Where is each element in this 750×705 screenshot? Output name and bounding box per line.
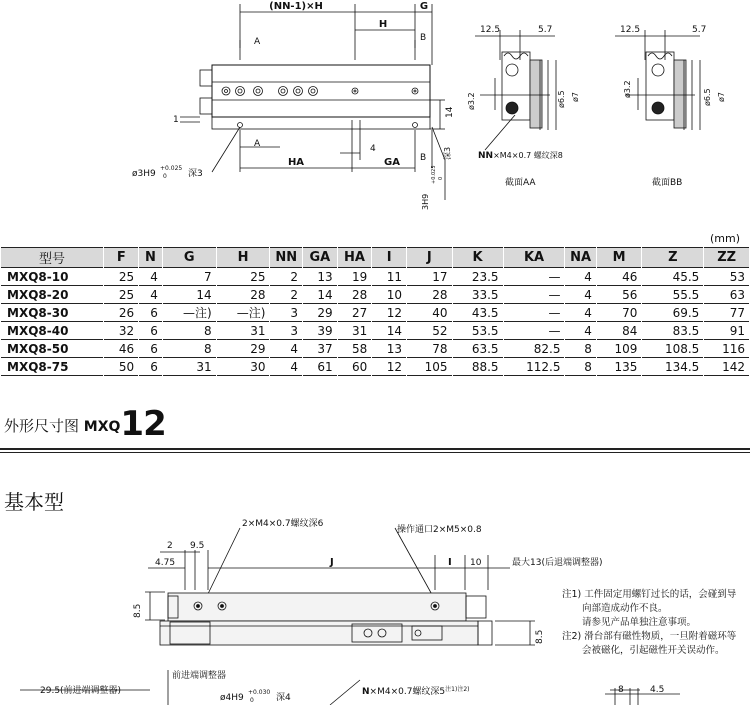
table-cell: 134.5: [642, 358, 704, 376]
dim-8: 8: [618, 685, 624, 695]
table-cell: 6: [139, 322, 163, 340]
nthread-prefix: N: [362, 687, 370, 697]
bb-d65: ø6.5: [703, 88, 712, 106]
table-cell: 3: [270, 304, 303, 322]
cell-model: MXQ8-50: [1, 340, 104, 358]
table-cell: 116: [704, 340, 750, 358]
table-cell: 31: [162, 358, 216, 376]
dim-1: 1: [173, 115, 179, 125]
hole-label: ø3H9: [132, 169, 156, 179]
hole-depth: 深3: [188, 169, 203, 179]
table-cell: 46: [104, 340, 139, 358]
bb-dim-right: 5.7: [692, 25, 707, 35]
section-bb-drawing: [600, 20, 750, 190]
table-cell: 2: [270, 268, 303, 286]
table-cell: 4: [565, 268, 596, 286]
note-1c: 请参见产品单独注意事项。: [582, 617, 697, 628]
type-title: 基本型: [4, 490, 64, 514]
col-header-zz: ZZ: [704, 248, 750, 268]
table-cell: 2: [270, 286, 303, 304]
table-cell: 4: [270, 358, 303, 376]
table-cell: 77: [704, 304, 750, 322]
table-cell: 55.5: [642, 286, 704, 304]
aa-thread-prefix: NN: [478, 151, 494, 161]
table-cell: 60: [337, 358, 372, 376]
table-cell: 39: [302, 322, 337, 340]
table-cell: 45.5: [642, 268, 704, 286]
table-cell: 13: [302, 268, 337, 286]
table-cell: 3: [270, 322, 303, 340]
table-cell: 25: [104, 286, 139, 304]
col-header-i: I: [372, 248, 407, 268]
col-header-n: N: [139, 248, 163, 268]
bb-d7: ø7: [717, 92, 726, 102]
note-1b: 向部造成动作不良。: [582, 603, 668, 614]
section-rule: [0, 448, 750, 450]
table-cell: —: [503, 286, 565, 304]
table-cell: 61: [302, 358, 337, 376]
table-header-row: [1, 248, 750, 268]
mark-a-bottom: A: [254, 139, 261, 149]
table-cell: 84: [596, 322, 642, 340]
col-header-ka: KA: [503, 248, 565, 268]
table-cell: —: [503, 322, 565, 340]
table-cell: 12: [372, 304, 407, 322]
dim-10: 10: [470, 558, 482, 568]
table-cell: 30: [216, 358, 270, 376]
table-cell: 46: [596, 268, 642, 286]
dim-4-5: 4.5: [650, 685, 665, 695]
table-cell: 82.5: [503, 340, 565, 358]
hole-tol-low: 0: [163, 173, 167, 180]
table-cell: 88.5: [452, 358, 503, 376]
top-view-drawing: [0, 0, 460, 215]
hole4-label: ø4H9: [220, 693, 244, 703]
side-tol-up: +0.025: [431, 165, 437, 184]
cell-model: MXQ8-75: [1, 358, 104, 376]
svg-text:NN×M4×0.7 螺纹深8: [478, 150, 563, 161]
table-cell: 14: [302, 286, 337, 304]
dim-9-5: 9.5: [190, 541, 205, 551]
table-cell: 108.5: [642, 340, 704, 358]
dim-ga: GA: [384, 157, 400, 168]
hole4-depth: 深4: [276, 693, 291, 703]
dim-8-5-right: 8.5: [535, 629, 545, 644]
dim-29-5: 29.5(前进端调整器): [40, 686, 122, 696]
table-cell: 8: [565, 340, 596, 358]
table-cell: 13: [372, 340, 407, 358]
mark-b-bottom: B: [420, 153, 427, 163]
dim-ha: HA: [287, 157, 305, 168]
tap-label: 2×M4×0.7螺纹深6: [242, 519, 324, 529]
dim-j: J: [330, 557, 334, 568]
cell-model: MXQ8-10: [1, 268, 104, 286]
table-cell: 12: [372, 358, 407, 376]
table-cell: 142: [704, 358, 750, 376]
table-cell: 37: [302, 340, 337, 358]
col-header-model: 型号: [1, 248, 104, 268]
dim-nn-h: (NN-1)×H: [269, 1, 323, 12]
aa-thread-text: ×M4×0.7 螺纹深8: [493, 151, 563, 160]
table-row: [1, 358, 750, 376]
basic-type-drawing: [0, 510, 603, 705]
table-cell: 28: [337, 286, 372, 304]
table-cell: 4: [565, 322, 596, 340]
table-cell: 135: [596, 358, 642, 376]
nthread-label: ×M4×0.7螺纹深5: [369, 687, 446, 697]
dim-h: H: [378, 19, 388, 30]
table-unit: (mm): [709, 232, 740, 245]
table-cell: 69.5: [642, 304, 704, 322]
aa-d7: ø7: [571, 92, 580, 102]
dim-14: 14: [445, 106, 455, 118]
table-cell: 17: [407, 268, 453, 286]
table-cell: 58: [337, 340, 372, 358]
max-13-label: 最大13(后退端调整器): [512, 558, 603, 568]
table-cell: 29: [216, 340, 270, 358]
dim-g: G: [419, 1, 429, 12]
col-header-nn: NN: [270, 248, 303, 268]
table-cell: 14: [372, 322, 407, 340]
table-row: [1, 340, 750, 358]
nthread-note: 注1)注2): [445, 686, 470, 693]
side-hole-label: 3H9: [421, 193, 430, 210]
table-cell: 11: [372, 268, 407, 286]
table-cell: 4: [139, 268, 163, 286]
aa-dim-left: 12.5: [480, 25, 501, 35]
table-cell: 6: [139, 358, 163, 376]
table-cell: —注): [162, 304, 216, 322]
hole4-tol-low: 0: [250, 697, 254, 704]
aa-d32: ø3.2: [467, 92, 476, 110]
table-cell: 26: [104, 304, 139, 322]
mark-a-top: A: [254, 37, 261, 47]
col-header-g: G: [162, 248, 216, 268]
bb-caption: 截面BB: [652, 178, 683, 188]
side-depth: 深3: [443, 146, 452, 160]
front-adjuster-label: 前进端调整器: [172, 671, 227, 681]
table-cell: 40: [407, 304, 453, 322]
table-cell: 29: [302, 304, 337, 322]
bb-dim-left: 12.5: [620, 25, 641, 35]
table-cell: 28: [216, 286, 270, 304]
table-cell: 52: [407, 322, 453, 340]
section-number: 12: [120, 404, 166, 444]
hole-tol-up: +0.025: [160, 165, 183, 172]
dim-i: I: [448, 557, 452, 568]
table-cell: 8: [162, 340, 216, 358]
section-aa-drawing: [460, 20, 590, 190]
col-header-f: F: [104, 248, 139, 268]
table-cell: 83.5: [642, 322, 704, 340]
table-cell: 31: [216, 322, 270, 340]
table-cell: 63.5: [452, 340, 503, 358]
table-cell: 43.5: [452, 304, 503, 322]
note-2b: 会被磁化，引起磁性开关误动作。: [582, 645, 725, 656]
aa-d65: ø6.5: [557, 90, 566, 108]
table-cell: 105: [407, 358, 453, 376]
table-cell: 109: [596, 340, 642, 358]
table-cell: 91: [704, 322, 750, 340]
table-cell: 23.5: [452, 268, 503, 286]
col-header-j: J: [407, 248, 453, 268]
note-1: 注1) 工件固定用螺钉过长的话，会碰到导: [562, 589, 737, 600]
col-header-m: M: [596, 248, 642, 268]
section-prefix: 外形尺寸图: [4, 417, 84, 435]
table-cell: 25: [216, 268, 270, 286]
note-2: 注2) 滑台部有磁性物质，一旦附着磁环等: [562, 631, 737, 642]
table-cell: 53: [704, 268, 750, 286]
table-cell: 14: [162, 286, 216, 304]
bb-d32: ø3.2: [623, 80, 632, 98]
hole4-tol-up: +0.030: [248, 689, 271, 696]
table-body: [1, 268, 750, 376]
table-cell: 32: [104, 322, 139, 340]
table-cell: 8: [565, 358, 596, 376]
table-cell: 50: [104, 358, 139, 376]
cell-model: MXQ8-40: [1, 322, 104, 340]
table-cell: 53.5: [452, 322, 503, 340]
table-cell: 31: [337, 322, 372, 340]
dim-4-75: 4.75: [155, 558, 176, 568]
table-cell: 25: [104, 268, 139, 286]
table-cell: 28: [407, 286, 453, 304]
col-header-h: H: [216, 248, 270, 268]
table-row: [1, 304, 750, 322]
dim-2: 2: [167, 541, 173, 551]
table-row: [1, 286, 750, 304]
port-label: 操作通口2×M5×0.8: [397, 525, 482, 535]
col-header-z: Z: [642, 248, 704, 268]
cell-model: MXQ8-20: [1, 286, 104, 304]
side-tol-low: 0: [438, 176, 444, 180]
dim-4: 4: [370, 144, 376, 154]
section-title: [4, 404, 166, 444]
table-cell: 10: [372, 286, 407, 304]
col-header-ha: HA: [337, 248, 372, 268]
table-cell: 7: [162, 268, 216, 286]
bottom-right-dims: [600, 680, 750, 705]
table-cell: 78: [407, 340, 453, 358]
table-cell: 4: [565, 286, 596, 304]
table-cell: —: [503, 268, 565, 286]
table-cell: 33.5: [452, 286, 503, 304]
table-cell: 8: [162, 322, 216, 340]
aa-dim-right: 5.7: [538, 25, 553, 35]
table-row: [1, 322, 750, 340]
table-cell: —: [503, 304, 565, 322]
dimension-table: [0, 247, 750, 376]
table-row: [1, 268, 750, 286]
section-model: MXQ: [83, 419, 121, 435]
notes: [562, 588, 748, 658]
table-cell: 27: [337, 304, 372, 322]
col-header-na: NA: [565, 248, 596, 268]
table-cell: 63: [704, 286, 750, 304]
cell-model: MXQ8-30: [1, 304, 104, 322]
table-cell: —注): [216, 304, 270, 322]
table-cell: 4: [565, 304, 596, 322]
aa-caption: 截面AA: [505, 178, 536, 188]
col-header-ga: GA: [302, 248, 337, 268]
mark-b-top: B: [420, 33, 427, 43]
table-cell: 6: [139, 340, 163, 358]
table-cell: 4: [270, 340, 303, 358]
table-cell: 4: [139, 286, 163, 304]
table-cell: 112.5: [503, 358, 565, 376]
svg-text:N×M4×0.7螺纹深5注1)注2): [362, 685, 470, 697]
col-header-k: K: [452, 248, 503, 268]
table-cell: 70: [596, 304, 642, 322]
table-cell: 56: [596, 286, 642, 304]
table-cell: 6: [139, 304, 163, 322]
table-cell: 19: [337, 268, 372, 286]
dim-8-5-left: 8.5: [133, 603, 143, 618]
section-rule-thin: [0, 452, 750, 453]
